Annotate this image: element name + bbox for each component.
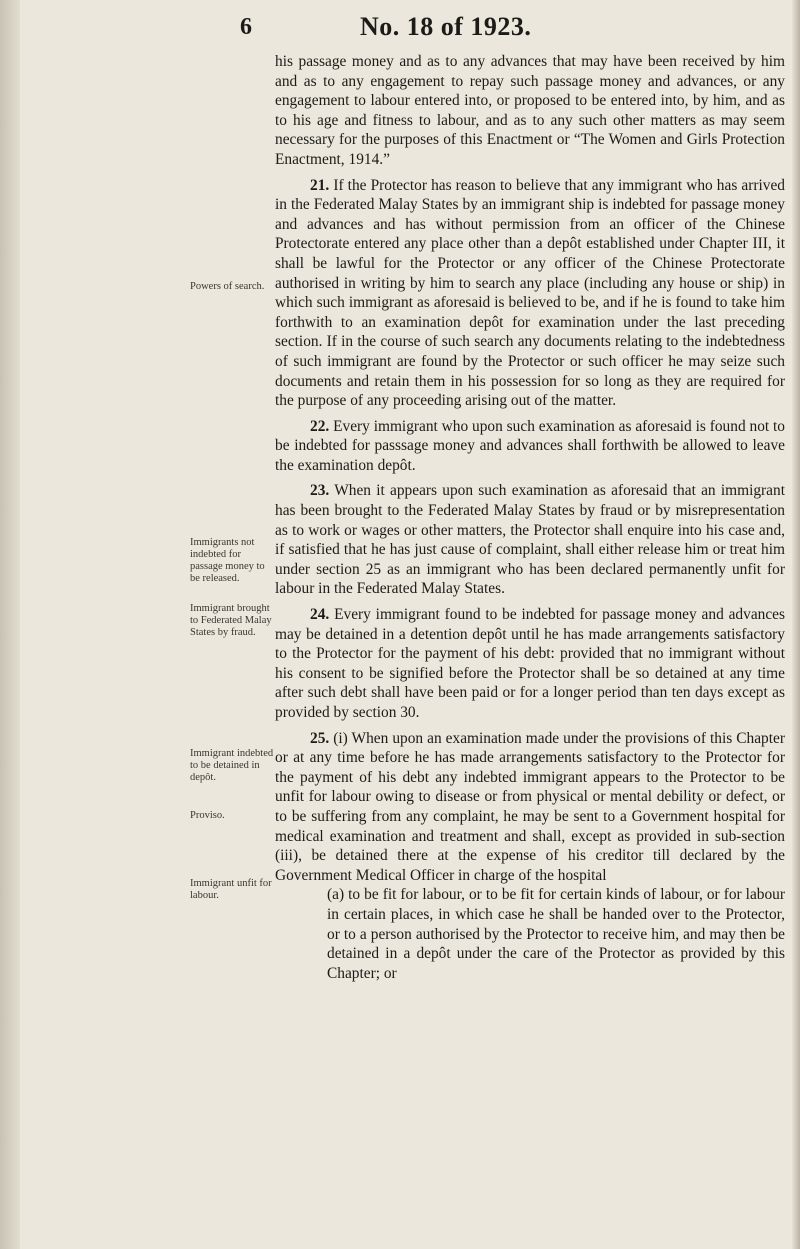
- section-text: (i) When upon an examination made under the provisions of this Chapter or at any time before he has made arrangements satisfactory to the Protector for the payment of his debt any indebted immigrant appears to the Protector to be unfit for labour owing to disease or from physical or mental debility or defect, or to be suffering from any complaint, he may be sent to a Government hospital for medical examination and treatment and shall, except as provided in sub-section (iii), be detained there at the expense of his creditor till declared by the Government Medical Officer in charge of the hospital: [275, 729, 785, 884]
- marginal-note-immigrants-released: Immigrants not indebted for passage money to be released.: [190, 537, 265, 584]
- section-22: [275, 417, 785, 476]
- section-text: Every immigrant who upon such examination as aforesaid is found not to be indebted for passsage money and advances shall forthwith be allowed to leave the examination depôt.: [275, 417, 785, 474]
- marginal-note-indebted-detained: Immigrant indebted to be detained in depôt.: [190, 748, 274, 783]
- section-text: If the Protector has reason to believe that any immigrant who has arrived in the Federated Malay States by an immigrant ship is indebted for passage money and advances and has without permission from an officer of the Chinese Protectorate entered any place other than a depôt established under Chapter III, it shall be lawful for the Protector or any officer of the Chinese Protectorate authorised in writing by him to search any place (including any house or ship) in which such immigrant as aforesaid is believed to be, and if he is found to take him forthwith to an examination depôt for examination under the last preceding section. If in the course of such search any documents relating to the indebtedness of such immigrant are found by the Protector or such officer he may seize such documents and retain them in his possession for so long as they are required for the purpose of any proceeding arising out of the matter.: [275, 176, 785, 410]
- section-number: 24.: [310, 606, 330, 624]
- section-23: [275, 481, 785, 599]
- page-title: No. 18 of 1923.: [360, 12, 532, 41]
- continuation-paragraph: his passage money and as to any advances that may have been received by him and as to any engagement to repay such passage money and advances, or any engagement to labour entered into, or proposed to be entered into, by him, and as to his age and fitness to labour, and as to any such other matters as may seem necessary for the purposes of this Enactment or “The Women and Girls Protection Enactment, 1914.”: [275, 53, 785, 168]
- marginal-note-powers-of-search: Powers of search.: [190, 281, 265, 292]
- section-21: [275, 176, 785, 411]
- page-header: [240, 6, 800, 46]
- page-binding-edge: [0, 0, 20, 1249]
- section-24: [275, 605, 785, 723]
- section-text: Every immigrant found to be indebted for passage money and advances may be detained in a detention depôt until he has made arrangements satisfactory to the Protector for the payment of his debt: provided that no immigrant without his consent to be signified before the Protector shall be so detained at any time after such debt shall have been paid or for a longer period than ten days except as provided by section 30.: [275, 606, 785, 721]
- marginal-note-proviso: Proviso.: [190, 810, 225, 821]
- section-number: 25.: [310, 729, 330, 747]
- section-25: [275, 729, 785, 886]
- marginal-note-unfit-for-labour: Immigrant unfit for labour.: [190, 878, 272, 901]
- document-body: [275, 52, 785, 989]
- marginal-note-brought-by-fraud: Immigrant brought to Federated Malay States by fraud.: [190, 603, 272, 638]
- section-text: When it appears upon such examination as aforesaid that an immigrant has been brought to the Federated Malay States by fraud or by misrepresentation as to work or wages or other matters, the Protector shall enquire into his case and, if satisfied that he has just cause of complaint, shall either release him or treat him under section 25 as an immigrant who has been declared permanently unfit for labour in the Federated Malay States.: [275, 482, 785, 598]
- section-25-clause-a: (a) to be fit for labour, or to be fit for certain kinds of labour, or for labour in certain places, in which case he shall be handed over to the Protector, or to a person authorised by the Protector to receive him, and may then be detained in a depôt under the care of the Protector as provided by this Chapter; or: [327, 886, 785, 982]
- page-number: 6: [240, 14, 252, 40]
- section-number: 22.: [310, 417, 330, 435]
- section-number: 21.: [310, 176, 330, 194]
- page-right-edge: [792, 0, 800, 1249]
- section-number: 23.: [310, 482, 330, 500]
